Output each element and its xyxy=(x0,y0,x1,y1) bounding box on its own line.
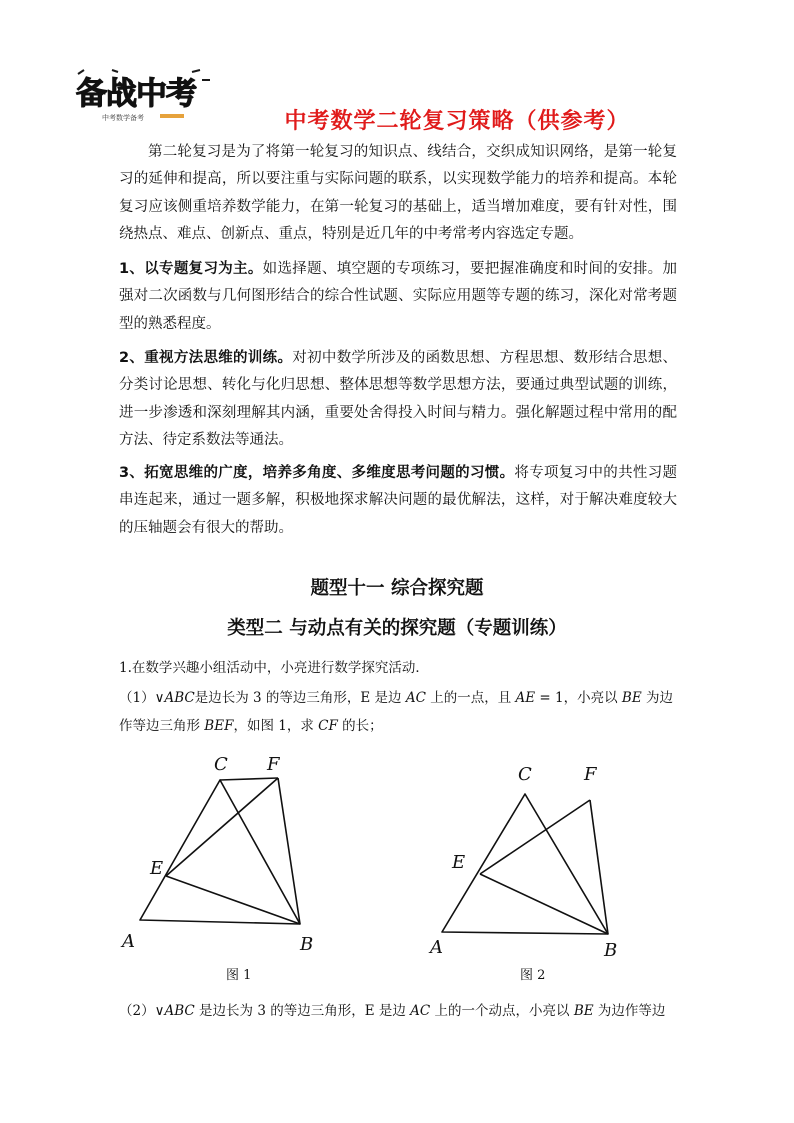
segment-fb xyxy=(278,778,300,924)
label-b: B xyxy=(604,940,618,960)
label-c: C xyxy=(214,754,228,775)
point-2-body: 对初中数学所涉及的函数思想、方程思想、数形结合思想、分类讨论思想、转化与化归思想、整体思想等数学思想方法，要通过典型试题的训练，进一步渗透和深刻理解其内涵，重要处舍得投入时间与精力。强化解题过程中常用的配方法、待定系数法等通法。 xyxy=(119,350,678,448)
question-part-1: （1）∨ABC是边长为 3 的等边三角形，E 是边 AC 上的一点，且 AE = 1，小亮以 BE 为边作等边三角形 BEF，如图 1，求 CF 的长； xyxy=(119,690,673,734)
label-c: C xyxy=(518,764,532,785)
page-title: 中考数学二轮复习策略（供参考） xyxy=(284,109,630,134)
logo-text: 备战中考 xyxy=(76,76,196,112)
segment-ef xyxy=(166,778,278,876)
figure-1 xyxy=(110,748,340,963)
label-a: A xyxy=(122,931,135,952)
label-a: A xyxy=(430,937,443,958)
figure-2-caption: 图 2 xyxy=(520,968,546,983)
triangle-abc xyxy=(442,794,608,934)
logo-subtext: 中考数学备考 xyxy=(102,114,144,122)
label-e: E xyxy=(452,852,466,873)
figure-1-caption: 图 1 xyxy=(226,968,252,983)
segment-eb xyxy=(480,874,608,934)
point-1 xyxy=(119,256,677,338)
point-2 xyxy=(119,345,677,454)
segment-cf xyxy=(220,778,278,780)
section-title: 题型十一 综合探究题 xyxy=(310,578,484,599)
segment-fb xyxy=(590,800,608,934)
triangle-abc xyxy=(140,780,300,924)
point-3-body: 将专项复习中的共性习题串连起来，通过一题多解，积极地探求解决问题的最优解法，这样，对于解决难度较大的压轴题会有很大的帮助。 xyxy=(119,465,678,536)
point-1-body: 如选择题、填空题的专项练习，要把握准确度和时间的安排。加强对二次函数与几何图形结合的综合性试题、实际应用题等专题的练习，深化对常考题型的熟悉程度。 xyxy=(119,261,677,332)
question-intro: 1.在数学兴趣小组活动中，小亮进行数学探究活动． xyxy=(119,660,429,676)
point-2-heading: 2、重视方法思维的训练。 xyxy=(119,350,293,366)
point-3 xyxy=(119,460,677,542)
label-f: F xyxy=(267,754,280,775)
label-e: E xyxy=(150,858,164,879)
intro-paragraph: 第二轮复习是为了将第一轮复习的知识点、线结合，交织成知识网络，是第一轮复习的延伸和提高，所以要注重与实际问题的联系，以实现数学能力的培养和提高。本轮复习应该侧重培养数学能力，在第一轮复习的基础上，适当增加难度，要有针对性，围绕热点、难点、创新点、重点，特别是近几年的中考常考内容选定专题。 xyxy=(119,144,677,242)
point-3-heading: 3、拓宽思维的广度，培养多角度、多维度思考问题的习惯。 xyxy=(119,465,515,481)
figure-2 xyxy=(420,760,650,960)
point-1-heading: 1、以专题复习为主。 xyxy=(119,261,263,277)
question-part-2: （2）∨ABC 是边长为 3 的等边三角形，E 是边 AC 上的一个动点，小亮以 BE 为边作等边 xyxy=(119,1003,666,1019)
section-subtitle: 类型二 与动点有关的探究题（专题训练） xyxy=(227,618,567,639)
segment-eb xyxy=(166,876,300,924)
label-f: F xyxy=(584,764,597,785)
label-b: B xyxy=(300,934,314,955)
